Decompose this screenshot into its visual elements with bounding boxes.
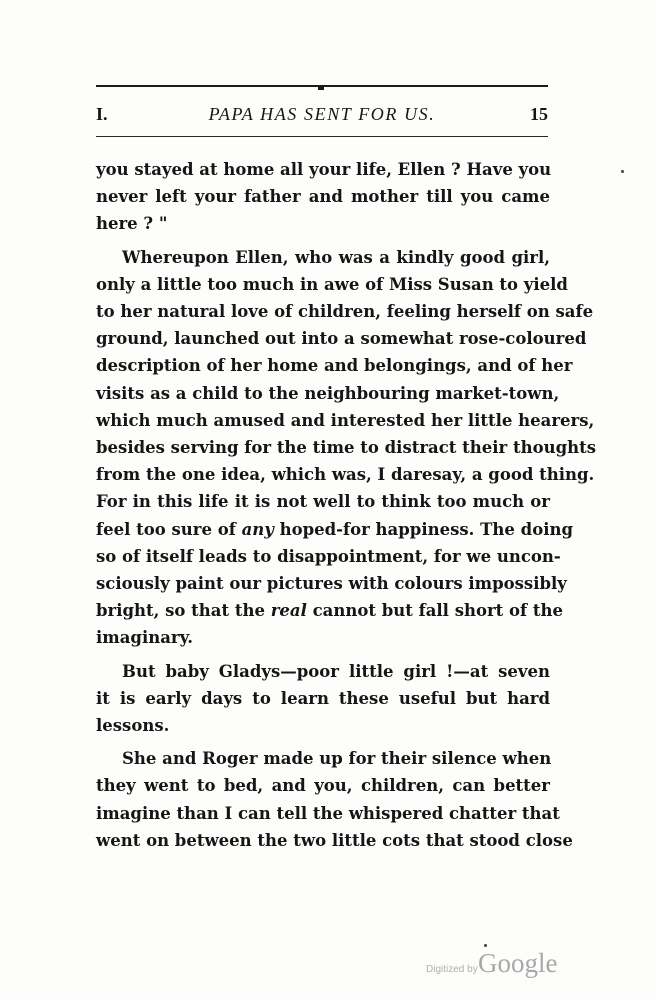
google-logo: Google — [478, 948, 558, 978]
text-line: so of itself leads to disappointment, for we uncon- — [96, 546, 561, 566]
running-header — [96, 104, 548, 130]
text-line: imagine than I can tell the whispered chatter that — [96, 803, 560, 823]
text-line: description of her home and belongings, and of her — [96, 356, 573, 376]
text-line: Whereupon Ellen, who was a kindly good girl, — [122, 247, 550, 267]
running-title: PAPA HAS SENT FOR US. — [208, 104, 436, 124]
text-line: besides serving for the time to distract their thoughts — [96, 438, 597, 458]
text-line: visits as a child to the neighbouring market-town, — [96, 383, 560, 403]
text-line: But baby Gladys—poor little girl !—at seven — [122, 661, 550, 681]
text-line: you stayed at home all your life, Ellen ? Have you — [96, 160, 552, 179]
text-line: She and Roger made up for their silence when — [122, 749, 552, 769]
text-line: it is early days to learn these useful but hard — [96, 688, 550, 708]
paragraph — [96, 658, 550, 740]
digitized-watermark — [426, 948, 556, 988]
page-number: 15 — [530, 104, 548, 124]
text-line: ground, launched out into a somewhat rose-coloured — [96, 329, 587, 349]
text-line: imaginary. — [96, 628, 194, 648]
chapter-number: I. — [96, 104, 108, 124]
text-line: never left your father and mother till you came — [96, 187, 550, 207]
text-line: feel too sure of any hoped-for happiness. The doing — [96, 519, 574, 539]
text-line: they went to bed, and you, children, can better — [96, 776, 550, 796]
text-line: here ? " — [96, 214, 168, 234]
watermark-prefix: Digitized by — [426, 964, 478, 975]
text-line: sciously paint our pictures with colours impossibly — [96, 574, 567, 594]
text-line: For in this life it is not well to think too much or — [96, 492, 550, 512]
header-rule-top — [96, 85, 548, 87]
paragraph — [96, 156, 550, 238]
text-line: from the one idea, which was, I daresay, a good thing. — [96, 465, 595, 485]
text-line: lessons. — [96, 716, 170, 736]
header-rule-bottom — [96, 136, 548, 137]
text-line: bright, so that the real cannot but fall short of the — [96, 601, 564, 621]
body-text — [96, 156, 597, 854]
text-line: only a little too much in awe of Miss Susan to yield — [96, 274, 568, 294]
paragraph — [96, 244, 597, 652]
text-line: which much amused and interested her little hearers, — [96, 410, 595, 430]
paper-speck — [484, 944, 487, 947]
paragraph — [96, 745, 573, 854]
text-line: to her natural love of children, feeling herself on safe — [96, 302, 594, 322]
text-line: went on between the two little cots that stood close — [96, 830, 573, 850]
rule-ornament — [318, 86, 324, 90]
paper-speck — [621, 170, 624, 173]
